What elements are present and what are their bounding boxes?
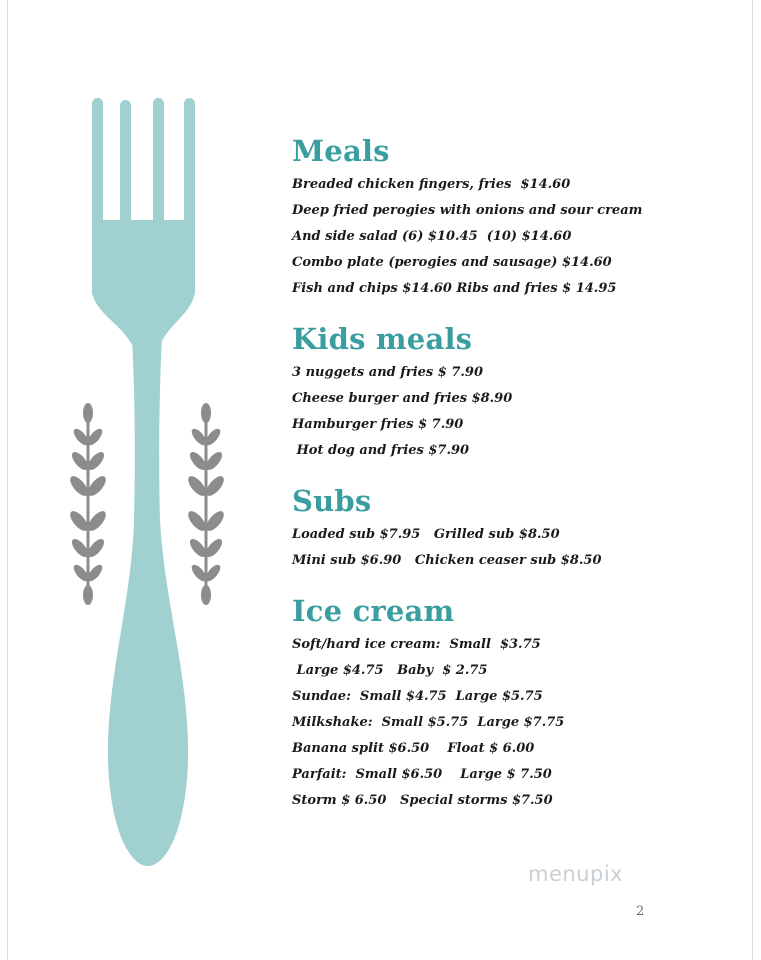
menu-item: Deep fried perogies with onions and sour cream — [292, 203, 643, 218]
sprig-icon — [185, 403, 227, 605]
section-title: Subs — [292, 484, 372, 518]
section-kids-meals — [292, 322, 512, 464]
menu-item: Cheese burger and fries $8.90 — [292, 391, 513, 406]
section-title: Kids meals — [292, 322, 473, 356]
menu-item: Breaded chicken fingers, fries $14.60 — [292, 177, 571, 192]
fork-icon — [92, 98, 195, 866]
section-ice-cream — [292, 594, 564, 814]
menu-item: And side salad (6) $10.45 (10) $14.60 — [292, 229, 572, 244]
fork-illustration — [0, 0, 300, 960]
page-border-right — [752, 0, 753, 960]
section-title: Meals — [292, 134, 390, 168]
menu-item: Hot dog and fries $7.90 — [292, 443, 470, 458]
section-subs — [292, 484, 602, 574]
menu-item: Parfait: Small $6.50 Large $ 7.50 — [292, 767, 552, 782]
menu-item: Large $4.75 Baby $ 2.75 — [292, 663, 488, 678]
menu-item: Milkshake: Small $5.75 Large $7.75 — [292, 715, 565, 730]
menu-item: Storm $ 6.50 Special storms $7.50 — [292, 793, 553, 808]
menu-item: Sundae: Small $4.75 Large $5.75 — [292, 689, 543, 704]
menu-item: Loaded sub $7.95 Grilled sub $8.50 — [292, 527, 560, 542]
sprig-icon — [67, 403, 109, 605]
menu-item: Mini sub $6.90 Chicken ceaser sub $8.50 — [292, 553, 602, 568]
menu-item: Combo plate (perogies and sausage) $14.60 — [292, 255, 612, 270]
section-meals — [292, 134, 642, 302]
page-number: 2 — [636, 904, 645, 919]
menu-item: Banana split $6.50 Float $ 6.00 — [292, 741, 535, 756]
menu-item: Hamburger fries $ 7.90 — [292, 417, 464, 432]
section-title: Ice cream — [292, 594, 455, 628]
menu-item: 3 nuggets and fries $ 7.90 — [292, 365, 483, 380]
watermark: menupix — [528, 862, 624, 886]
menu-item: Fish and chips $14.60 Ribs and fries $ 14.95 — [292, 281, 617, 296]
menu-item: Soft/hard ice cream: Small $3.75 — [292, 637, 541, 652]
